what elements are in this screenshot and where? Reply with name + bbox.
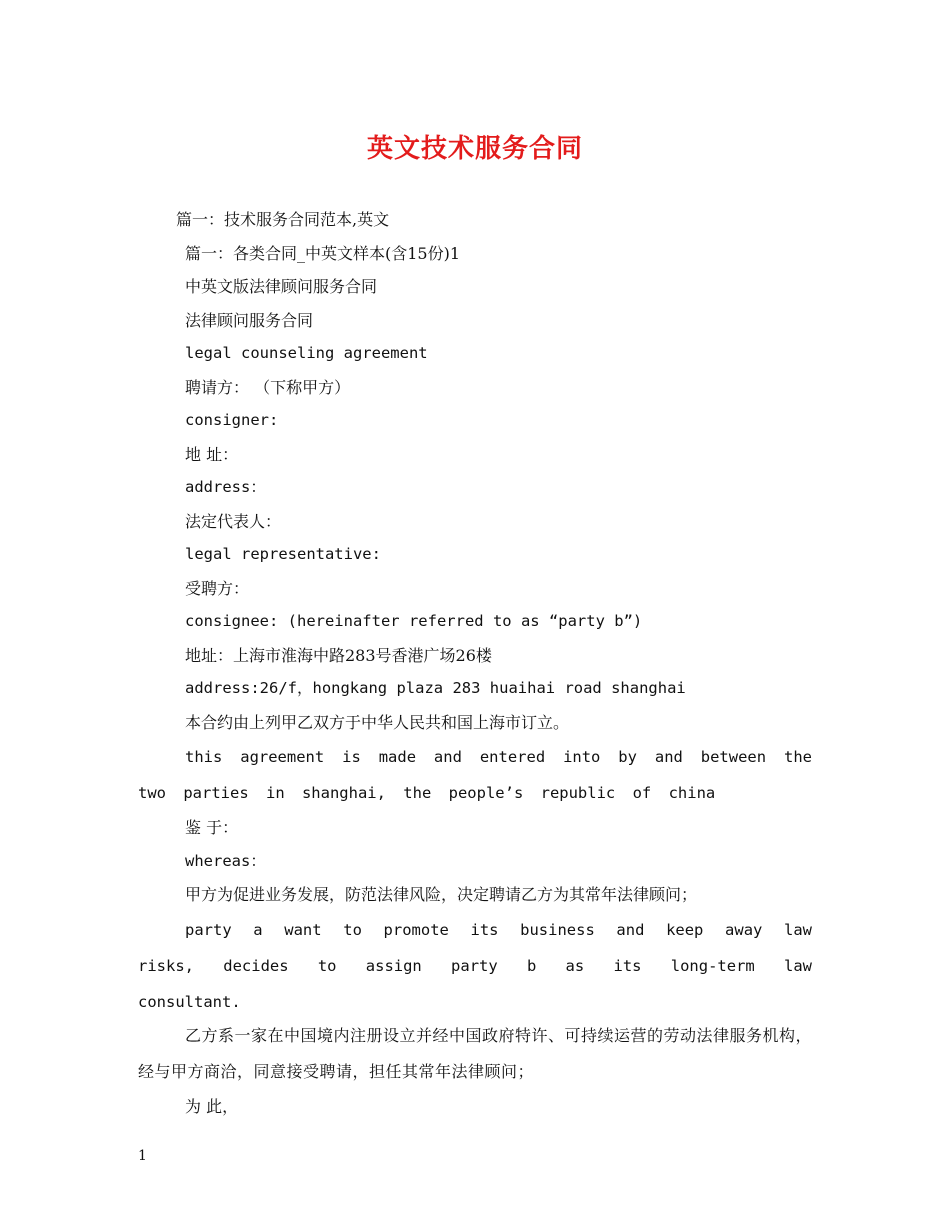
text-line: 篇一：技术服务合同范本,英文 (176, 210, 390, 229)
page-number: 1 (138, 1148, 147, 1164)
paragraph-party-b: 乙方系一家在中国境内注册设立并经中国政府特许、可持续运营的劳动法律服务机构，经与甲方商洽，同意接受聘请，担任其常年法律顾问； (138, 1025, 813, 1081)
text-line: address:26/f，hongkang plaza 283 huaihai road shanghai (185, 679, 686, 697)
text-line: 中英文版法律顾问服务合同 (185, 277, 378, 296)
text-line: consigner: (185, 411, 279, 429)
text-line: 本合约由上列甲乙双方于中华人民共和国上海市订立。 (185, 712, 570, 732)
text-line: 聘请方： （下称甲方） (185, 377, 351, 397)
document-title: 英文技术服务合同 (366, 134, 583, 164)
text-line: 篇一：各类合同_中英文样本(含15份)1 (185, 243, 461, 263)
text-line: 地址：上海市淮海中路283号香港广场26楼 (185, 645, 492, 665)
text-line: 受聘方： (185, 578, 250, 598)
text-line: 法定代表人： (185, 511, 282, 531)
text-line: legal counseling agreement (185, 344, 428, 362)
text-line: whereas： (185, 851, 266, 870)
text-line: 甲方为促进业务发展，防范法律风险，决定聘请乙方为其常年法律顾问； (185, 885, 698, 904)
text-line: 鉴 于： (185, 818, 239, 837)
text-line: consignee: (hereinafter referred to as “party b”) (185, 612, 643, 630)
text-line: 法律顾问服务合同 (185, 310, 314, 330)
paragraph-agreement: this agreement is made and entered into by and between the two parties in shanghai, the people’s republic of china (138, 748, 812, 802)
text-line: address： (185, 478, 266, 496)
paragraph-party-a: party a want to promote its business and keep away law risks, decides to assign party b as its long-term law consultant. (138, 920, 812, 1011)
document-body (138, 203, 812, 1123)
text-line: 为 此， (185, 1096, 239, 1116)
text-line: 地 址： (185, 444, 239, 464)
text-line: legal representative: (185, 545, 381, 563)
